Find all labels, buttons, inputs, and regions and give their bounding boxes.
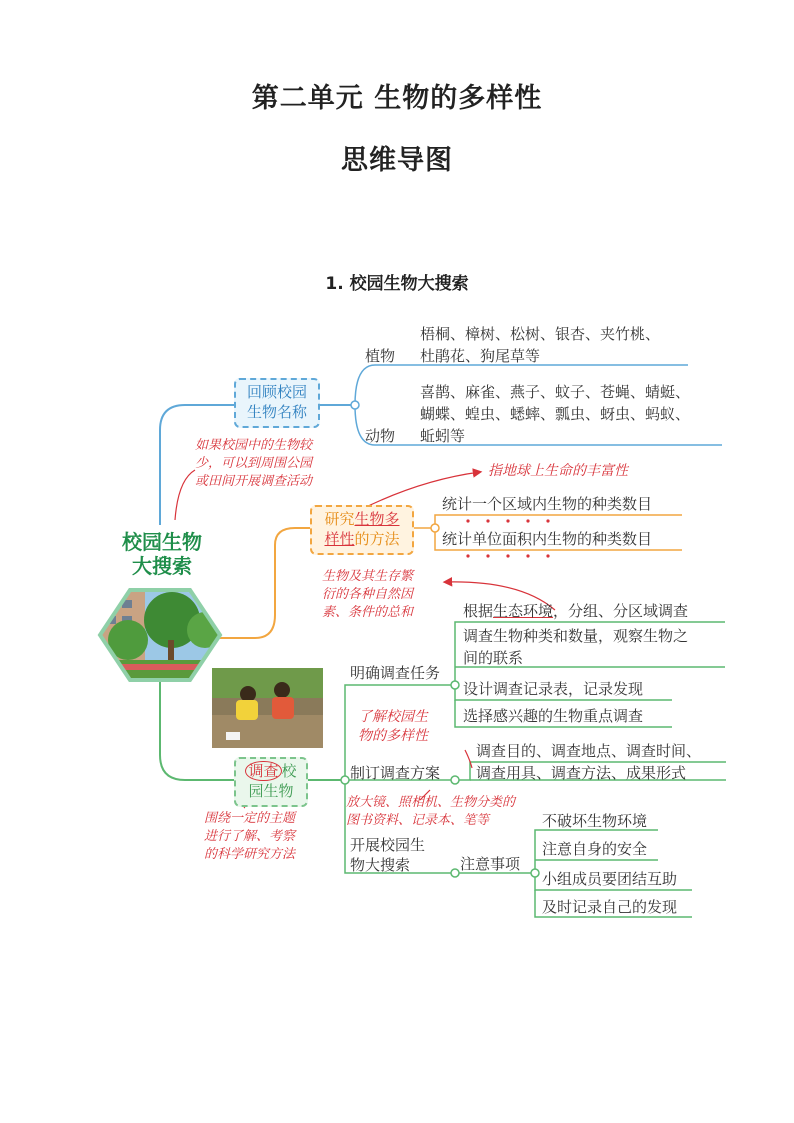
task-item-2 [463, 625, 688, 669]
carry-out-label [350, 835, 425, 875]
note-understand-diversity [358, 708, 428, 746]
animals-line2: 蝴蝶、蝗虫、蟋蟀、瓢虫、蚜虫、蚂蚁、 [420, 405, 691, 423]
method-box-2a: 样性 [324, 530, 355, 548]
task-item-1 [463, 600, 688, 622]
animals-line1: 喜鹊、麻雀、燕子、蚊子、苍蝇、蜻蜓、 [420, 383, 691, 401]
plan-details [476, 740, 701, 784]
animals-list [420, 381, 690, 447]
note-div-line1: 了解校园生 [358, 709, 428, 725]
note-life-richness: 指地球上生命的丰富性 [488, 463, 628, 479]
center-title-line2: 大搜索 [132, 554, 192, 578]
carry-line2: 物大搜索 [350, 856, 411, 874]
task-item-4: 选择感兴趣的生物重点调查 [463, 707, 644, 725]
method-item-1: 统计一个区域内生物的种类数目 [442, 495, 653, 513]
attention-item-4: 及时记录自己的发现 [542, 898, 678, 916]
task2-line2: 间的联系 [463, 649, 524, 667]
task-item-3: 设计调查记录表，记录发现 [463, 680, 644, 698]
survey-box-1a: 调查 [245, 761, 281, 781]
note-nearby-line1: 如果校园中的生物较 [195, 438, 313, 453]
animals-label: 动物 [365, 427, 396, 445]
survey-box-2: 园生物 [248, 782, 294, 800]
research-method-box [310, 505, 414, 555]
section-title: 1. 校园生物大搜索 [325, 274, 469, 294]
plants-line2: 杜鹃花、狗尾草等 [420, 347, 541, 365]
task-label: 明确调查任务 [350, 664, 441, 682]
method-box-1b: 生物多 [354, 510, 400, 528]
carry-line1: 开展校园生 [350, 836, 426, 854]
note-theme-method [204, 810, 295, 864]
survey-box-1b: 校 [281, 762, 297, 780]
plan-line1: 调查目的、调查地点、调查时间、 [476, 742, 702, 760]
page-title: 第二单元 生物的多样性 [251, 83, 543, 114]
method-box-2b: 的方法 [354, 530, 400, 548]
attention-item-2: 注意自身的安全 [542, 840, 648, 858]
review-box-line2: 生物名称 [246, 403, 307, 421]
plants-label: 植物 [365, 347, 396, 365]
page-subtitle: 思维导图 [341, 145, 453, 176]
task2-line1: 调查生物种类和数量，观察生物之 [463, 627, 689, 645]
attention-item-3: 小组成员要团结互助 [542, 870, 678, 888]
task1-c: ，分组、分区域调查 [553, 602, 689, 620]
note-theme-line3: 的科学研究方法 [204, 847, 296, 862]
note-environment [322, 568, 413, 622]
center-title [107, 530, 217, 580]
method-box-1a: 研究 [324, 510, 355, 528]
note-div-line2: 物的多样性 [358, 728, 428, 744]
note-nearby-park [195, 437, 312, 491]
survey-box [234, 757, 308, 807]
review-box-line1: 回顾校园 [246, 383, 307, 401]
plan-line2: 调查用具、调查方法、成果形式 [476, 764, 687, 782]
note-nearby-line2: 少，可以到周围公园 [195, 456, 313, 471]
attention-item-1: 不破坏生物环境 [542, 812, 648, 830]
center-title-line1: 校园生物 [122, 530, 202, 554]
note-theme-line1: 围绕一定的主题 [204, 811, 296, 826]
method-item-2: 统计单位面积内生物的种类数目 [442, 530, 653, 548]
note-env-line1: 生物及其生存繁 [322, 569, 414, 584]
task1-b: 生态环境 [493, 602, 554, 620]
note-nearby-line3: 或田间开展调查活动 [195, 474, 313, 489]
plan-label: 制订调查方案 [350, 764, 441, 782]
task1-a: 根据 [463, 602, 494, 620]
note-tools [346, 794, 515, 830]
note-tools-line2: 图书资料、记录本、笔等 [346, 813, 490, 828]
note-env-line3: 素、条件的总和 [322, 605, 414, 620]
plants-line1: 梧桐、樟树、松树、银杏、夹竹桃、 [420, 325, 661, 343]
attention-label: 注意事项 [460, 855, 521, 873]
review-names-box [234, 378, 320, 428]
note-tools-line1: 放大镜、照相机、生物分类的 [346, 795, 516, 810]
note-env-line2: 衍的各种自然因 [322, 587, 414, 602]
animals-line3: 蚯蚓等 [420, 427, 466, 445]
plants-list [420, 323, 660, 367]
note-theme-line2: 进行了解、考察 [204, 829, 296, 844]
